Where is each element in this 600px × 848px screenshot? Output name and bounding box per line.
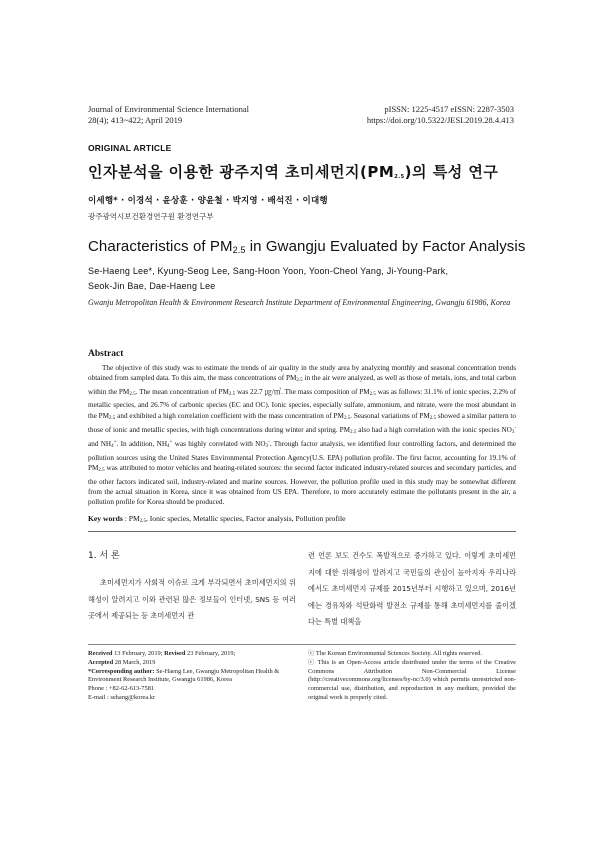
section-heading-introduction: 1. 서 론 bbox=[88, 551, 120, 561]
journal-ids bbox=[367, 104, 514, 126]
footnote-license: ⓒ The Korean Environmental Sciences Society. All rights reserved. ⓒ This is an Open-Access article distributed under the terms of the Creative Commons Attribution Non-Commercial License (http://creativecommons.org/licenses/by-nc/3.0) which permits unrestricted non-commercial use, distribution, and reproduction in any medium, provided the original work is properly cited. bbox=[308, 650, 516, 701]
footnote-divider bbox=[88, 644, 516, 645]
abstract-body: The objective of this study was to estimate the trends of air quality in the study area by analyzing monthly and seasonal concentration trends obtained from sampled data. To this aim, the mass concentrations of $PM_{2.5}$ in the air were analyzed, as well as those of metals, ions, and total carbon within the $PM_{2.5}$. The mean concentration of $PM_{2.5}$ was 22.7 ㎍/㎥. The mass composition of $PM_{2.5}$ was as follows: 31.1% of ionic species, 2.2% of metallic species, and 26.7% of carbonic species (EC and OC). Ionic species, especially sulfate, ammonium, and nitrate, were the most abundant in the $PM_{2.5}$ and exhibited a high correlation coefficient with the mass concentration of $PM_{2.5}$. Seasonal variations of $PM_{2.5}$ showed a similar pattern to those of ionic and metallic species, with high concentrations during winter and spring. $PM_{2.5}$ also had a high correlation with the ionic species $NO_3^-$ and $NH_4^+$. In addition, $NH_4^+$ was highly correlated with $NO_3^-$. Through factor analysis, we identified four controlling factors, and determined the pollution sources using the United States Environmental Protection Agency(U.S. EPA) pollution profile. The first factor, accounting for 19.1% of $PM_{2.5}$ was attributed to motor vehicles and heating-related sources: the second factor indicated industry-related sources and secondary particles, and the other factors indicated soil, industry-related and marine sources. However, the pollution profile used in this study may be somewhat different from the actual situation in Korea, since it was obtained from US EPA. Therefore, to more accurately estimate the pollutants present in the air, a pollution profile for Korea should be produced. bbox=[88, 364, 517, 507]
issn: pISSN: 1225-4517 eISSN: 2287-3503 bbox=[384, 104, 514, 114]
abstract-heading: Abstract bbox=[88, 349, 124, 359]
korean-title: 인자분석을 이용한 광주지역 초미세먼지$(PM_{2.5})$의 특성 연구 bbox=[88, 163, 499, 181]
korean-affiliation: 광주광역시보건환경연구원 환경연구부 bbox=[88, 212, 214, 221]
journal-header bbox=[88, 104, 249, 126]
intro-right-column: 련 언론 보도 건수도 폭발적으로 증가하고 있다. 이렇게 초미세먼지에 대한 위해성이 알려지고 국민들의 관심이 높아지자 우리나라에서도 초미세먼지 규제를 2015년부터 시행하고 있으며, 2016년에는 경유차와 석탄화력 발전소 규제를 통해 초미세먼지를 줄이겠다는 특별 대책을 bbox=[308, 551, 516, 627]
journal-issue: 28(4); 413~422; April 2019 bbox=[88, 115, 183, 125]
english-affiliation: Gwanju Metropolitan Health & Environment Research Institute Department of Environmental Engineering, Gwangju 61986, Korea bbox=[88, 298, 511, 307]
email-link[interactable]: E-mail : sehang@korea.kr bbox=[88, 693, 156, 701]
license-text: ⓒ This is an Open-Access article distributed under the terms of the Creative Commons Attribution Non-Commercial License (http://creativecommons.org/licenses/by-nc/3.0) which permits unrestricted non-commercial use, distribution, and reproduction in any medium, provided the original work is properly cited. bbox=[308, 658, 516, 701]
keywords: Key words : $PM_{2.5}$, Ionic species, Metallic species, Factor analysis, Pollution profile bbox=[88, 514, 346, 524]
english-authors: Se-Haeng Lee*, Kyung-Seog Lee, Sang-Hoon Yoon, Yoon-Cheol Yang, Ji-Young-Park, Seok-Jin Bae, Dae-Haeng Lee bbox=[88, 266, 449, 291]
korean-authors: 이세행* · 이경석 · 윤상훈 · 양윤철 · 박지영 · 배석진 · 이대행 bbox=[88, 196, 328, 206]
intro-left-column: 초미세먼지가 사회적 이슈로 크게 부각되면서 초미세먼지의 위해성이 알려지고 이와 관련된 많은 정보들이 인터넷, SNS 등 여러 곳에서 제공되는 등 초미세먼지 관 bbox=[88, 578, 296, 621]
footnote-dates-contact: Received 13 February, 2019; Revised 23 February, 2019; Accepted 28 March, 2019 *Corresponding author: Se-Haeng Lee, Gwangju Metropolitan Health & Environment Research Institute, Gwangju 61986, Korea Phone : +82-62-613-7581 E-mail : sehang@korea.kr bbox=[88, 650, 298, 703]
keywords-divider bbox=[88, 531, 516, 532]
doi-link[interactable]: https://doi.org/10.5322/JESI.2019.28.4.413 bbox=[366, 115, 514, 125]
english-title: Characteristics of $PM_{2.5}$ in Gwangju Evaluated by Factor Analysis bbox=[88, 238, 526, 255]
journal-name: Journal of Environmental Science International bbox=[88, 104, 249, 114]
article-type: ORIGINAL ARTICLE bbox=[88, 143, 172, 153]
